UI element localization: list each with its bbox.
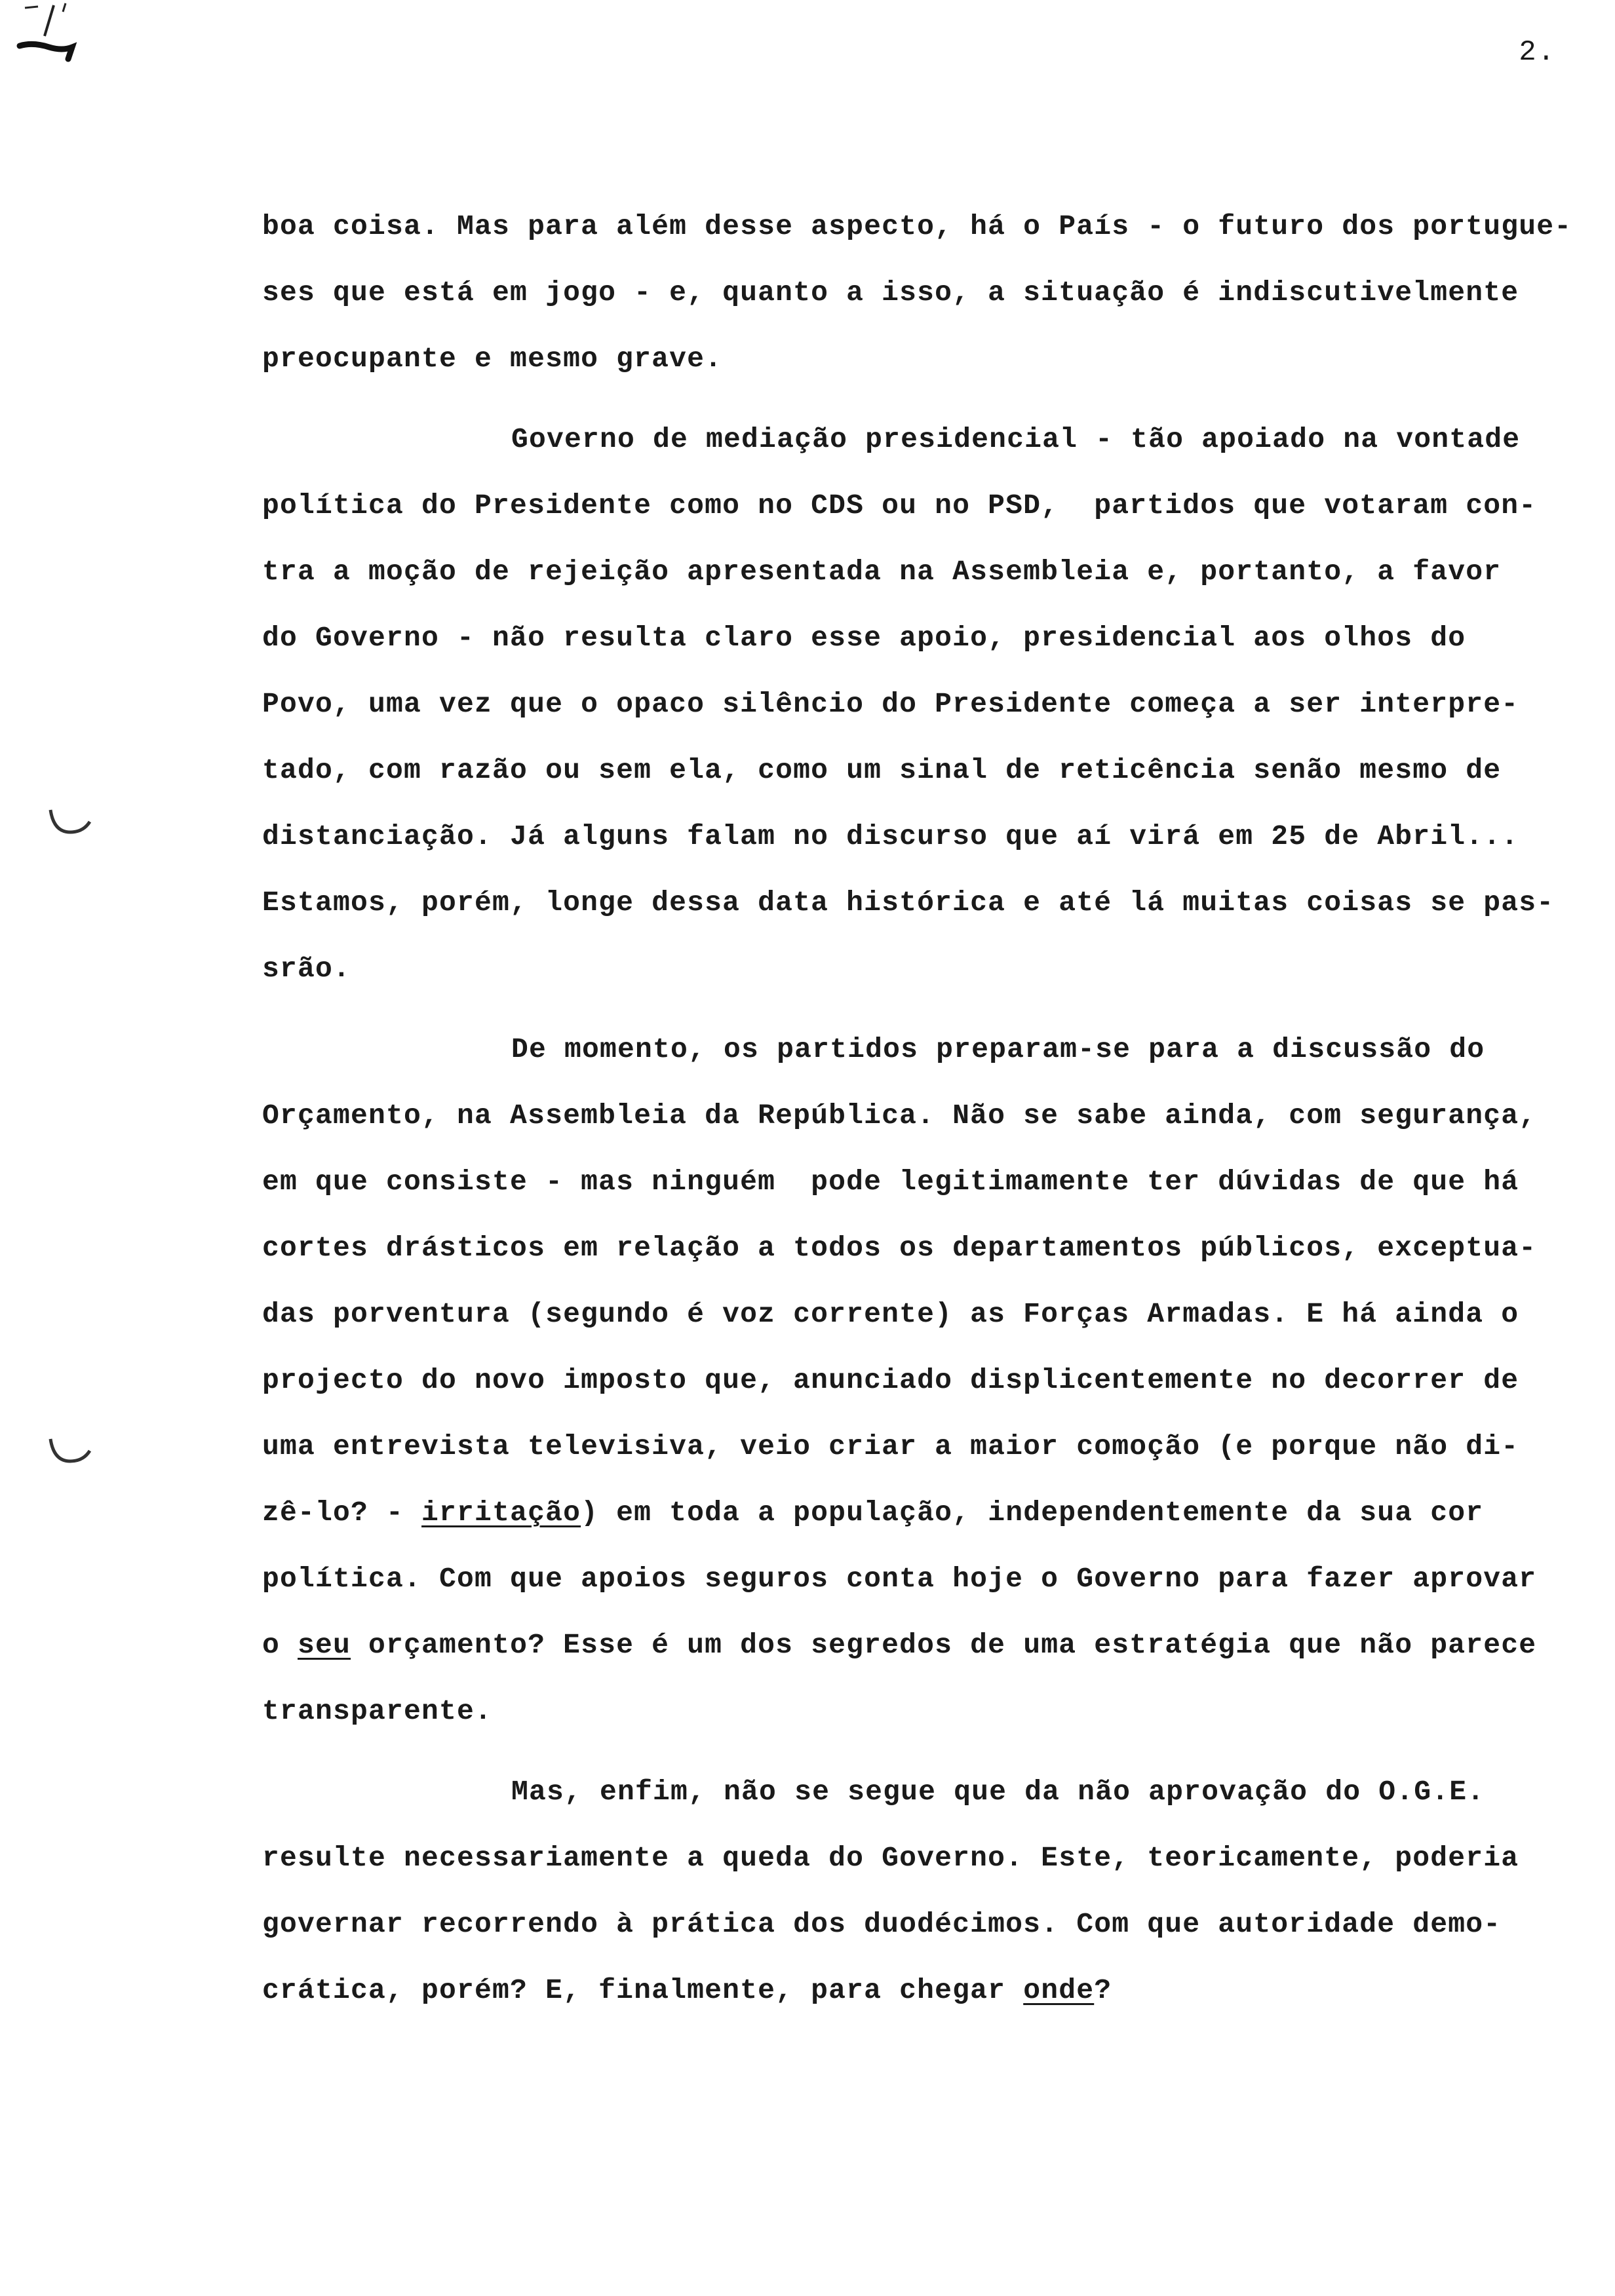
text-line: distanciação. Já alguns falam no discurso que aí virá em 25 de Abril... [262,820,1519,852]
text-line: Estamos, porém, longe dessa data histórica e até lá muitas coisas se pas- [262,887,1555,919]
body-text [262,193,1570,2023]
text-line: zê-lo? - irritação) em toda a população, independentemente da sua cor [262,1497,1484,1529]
page-number: 2. [1519,36,1556,69]
underlined-word: irritação [421,1497,581,1529]
handwritten-mark [13,0,79,72]
text-line: Governo de mediação presidencial - tão apoiado na vontade [511,423,1521,455]
text-line: tra a moção de rejeição apresentada na Assembleia e, portanto, a favor [262,556,1502,588]
text-line: srão. [262,953,351,985]
text-line: transparente. [262,1695,493,1727]
text-line: Mas, enfim, não se segue que da não aprovação do O.G.E. [511,1776,1485,1808]
text-line: Povo, uma vez que o opaco silêncio do Presidente começa a ser interpre- [262,688,1519,720]
underlined-word: seu [298,1629,351,1661]
text-line: Orçamento, na Assembleia da República. Não se sabe ainda, com segurança, [262,1100,1537,1132]
text-line: política do Presidente como no CDS ou no PSD, partidos que votaram con- [262,489,1537,522]
text-line: ses que está em jogo - e, quanto a isso, a situação é indiscutivelmente [262,277,1519,309]
paragraph [262,1759,1570,2023]
text-line: cortes drásticos em relação a todos os departamentos públicos, exceptua- [262,1232,1537,1264]
text-line: De momento, os partidos preparam-se para a discussão do [511,1033,1485,1065]
text-line: em que consiste - mas ninguém pode legitimamente ter dúvidas de que há [262,1166,1519,1198]
paragraph [262,1016,1570,1744]
text-line: projecto do novo imposto que, anunciado displicentemente no decorrer de [262,1364,1519,1396]
paragraph [262,406,1570,1002]
text-line: das porventura (segundo é voz corrente) as Forças Armadas. E há ainda o [262,1298,1519,1330]
underlined-word: onde [1023,1974,1095,2006]
text-line: o seu orçamento? Esse é um dos segredos de uma estratégia que não parece [262,1629,1537,1661]
punch-hole-mark [47,1435,93,1468]
text-line: preocupante e mesmo grave. [262,343,723,375]
text-line: do Governo - não resulta claro esse apoio, presidencial aos olhos do [262,622,1466,654]
text-line: política. Com que apoios seguros conta hoje o Governo para fazer aprovar [262,1563,1537,1595]
text-line: uma entrevista televisiva, veio criar a maior comoção (e porque não di- [262,1430,1519,1463]
text-line: resulte necessariamente a queda do Governo. Este, teoricamente, poderia [262,1842,1519,1874]
text-line: boa coisa. Mas para além desse aspecto, há o País - o futuro dos portugue- [262,210,1572,242]
text-line: tado, com razão ou sem ela, como um sinal de reticência senão mesmo de [262,754,1502,786]
text-line: governar recorrendo à prática dos duodécimos. Com que autoridade demo- [262,1908,1502,1940]
punch-hole-mark [47,806,93,839]
paragraph [262,193,1570,392]
text-line: crática, porém? E, finalmente, para chegar onde? [262,1974,1112,2006]
